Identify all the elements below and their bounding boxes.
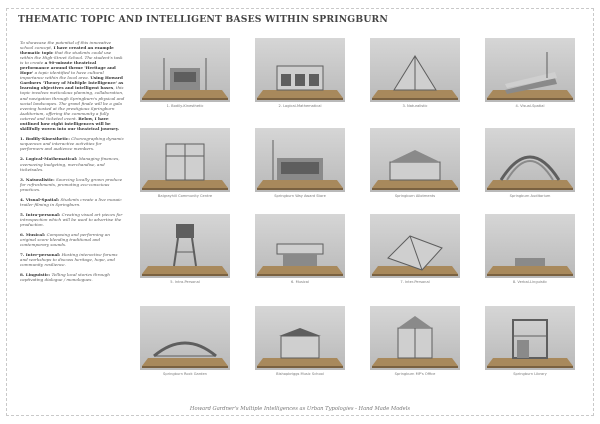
intelligence-item — [20, 252, 125, 267]
model-card — [485, 214, 575, 284]
model-caption: 7. Inter-Personal — [400, 279, 430, 284]
model-photo — [255, 306, 345, 370]
model-photo — [140, 214, 230, 278]
model-caption: 6. Musical — [291, 279, 309, 284]
model-caption: Springburn Auditorium — [509, 193, 551, 198]
intelligence-name: 8. Linguistic: — [20, 272, 51, 278]
intro-span: To showcase the potential of this innovative school concept, — [20, 40, 112, 51]
model-photo — [370, 214, 460, 278]
model-card — [485, 128, 575, 198]
model-caption: Springburn Library — [513, 371, 547, 376]
model-caption: 5. Intra-Personal — [170, 279, 200, 284]
model-caption: Balgrayhill Community Centre — [157, 193, 213, 198]
model-photo — [485, 38, 575, 102]
intro-span: that the students could use within the High-Street School. The student's task is to create — [20, 50, 123, 66]
model-caption: 4. Visual-Spatial — [515, 103, 545, 108]
model-caption: 2. Logical-Mathematical — [278, 103, 322, 108]
model-photo — [140, 306, 230, 370]
footer-caption: Howard Gardner's Multiple Intelligences as Urban Typologies - Hand Made Models — [189, 406, 411, 412]
model-card — [370, 38, 460, 108]
model-caption: Bishopbriggs Music School — [276, 371, 324, 376]
model-photo — [370, 38, 460, 102]
page-title: THEMATIC TOPIC AND INTELLIGENT BASES WITHIN SPRINGBURN — [18, 14, 388, 25]
intro-paragraph — [20, 40, 125, 131]
intelligence-item — [20, 177, 125, 192]
model-card — [255, 214, 345, 284]
intelligence-item — [20, 156, 125, 171]
intro-bold: a 90-minute theatrical performance around theme 'Heritage and Hope' — [20, 60, 116, 76]
intro-text — [20, 40, 125, 287]
intelligence-item — [20, 272, 125, 282]
intelligence-list — [20, 136, 125, 282]
intro-bold: Using Howard Gardners 'Theory of Multiple Intelligence' as learning objectives and intelligent bases — [20, 75, 124, 91]
intelligence-item — [20, 232, 125, 247]
intro-span: , this topic involves meticulous planning, collaboration, and navigation through Springburn's physical and social landscapes. The grand finale will be a gala evening hosted at the prestigious Springburn Auditorium, offering the community a fully catered and ticketed event. — [20, 85, 125, 121]
intelligence-description: Students create a live mosaic trailer filming in Springburn. — [20, 196, 122, 207]
intelligence-item — [20, 136, 125, 151]
model-photo — [485, 306, 575, 370]
model-caption: Springburn MP's Office — [394, 371, 436, 376]
model-photo — [485, 214, 575, 278]
model-caption: 8. Verbal-Linguistic — [512, 279, 548, 284]
intelligence-description: Sourcing locally grown produce for refreshments, promoting eco-conscious practices. — [20, 176, 123, 192]
model-caption: Springburn Rock Garden — [163, 371, 207, 376]
intelligence-description: Composing and performing an original score blending traditional and contemporary sounds. — [20, 232, 110, 248]
model-card — [255, 38, 345, 108]
model-card — [370, 128, 460, 198]
model-card — [370, 306, 460, 376]
intelligence-item — [20, 197, 125, 207]
model-card — [255, 306, 345, 376]
intelligence-name: 4. Visual-Spatial: — [20, 196, 60, 202]
model-photo — [255, 38, 345, 102]
intro-bold: I have created an example thematic topic — [20, 45, 114, 56]
intro-span: a topic identified to have cultural importance within the local area. — [20, 70, 104, 81]
intelligence-description: Managing finances, overseeing budgeting, merchandise, and ticketsales. — [20, 156, 120, 172]
intelligence-name: 3. Naturalistic: — [20, 176, 55, 182]
intelligence-description: Telling local stories through captivating dialogue / monologues. — [20, 272, 110, 283]
intelligence-name: 1. Bodily-Kinesthetic: — [20, 136, 70, 142]
model-card — [255, 128, 345, 198]
model-caption: Springburn Way Award Store — [274, 193, 326, 198]
model-card — [140, 214, 230, 284]
intelligence-name: 6. Musical: — [20, 232, 46, 237]
model-card — [140, 128, 230, 198]
intelligence-item — [20, 212, 125, 227]
model-card — [485, 38, 575, 108]
model-caption: 1. Bodily-Kinesthetic — [166, 103, 204, 108]
intelligence-description: Creating visual art pieces for introspection which will be used to advertise the production. — [20, 211, 123, 227]
model-photo — [485, 128, 575, 192]
model-photo — [370, 128, 460, 192]
model-photo — [255, 128, 345, 192]
intelligence-name: 5. Intra-personal: — [20, 211, 61, 217]
intelligence-description: Choreographing dynamic sequences and interactive activities for performers and audience members. — [20, 136, 124, 152]
intelligence-name: 2. Logical-Mathematical: — [20, 156, 78, 162]
intelligence-name: 7. Inter-personal: — [20, 252, 61, 258]
intelligence-description: Hosting interactive forums and workshops to discuss heritage, hope, and community resilience. — [20, 252, 118, 268]
model-caption: 3. Naturalistic — [402, 103, 428, 108]
model-card — [140, 306, 230, 376]
model-card — [370, 214, 460, 284]
model-card — [485, 306, 575, 376]
model-card — [140, 38, 230, 108]
model-photo — [140, 128, 230, 192]
model-photo — [255, 214, 345, 278]
model-caption: Springburn Allotments — [394, 193, 436, 198]
model-photo — [370, 306, 460, 370]
model-photo — [140, 38, 230, 102]
intro-bold: Below, I have outlined how eight intelligences will be skillfully woven into our theatrical journey. — [20, 115, 120, 131]
